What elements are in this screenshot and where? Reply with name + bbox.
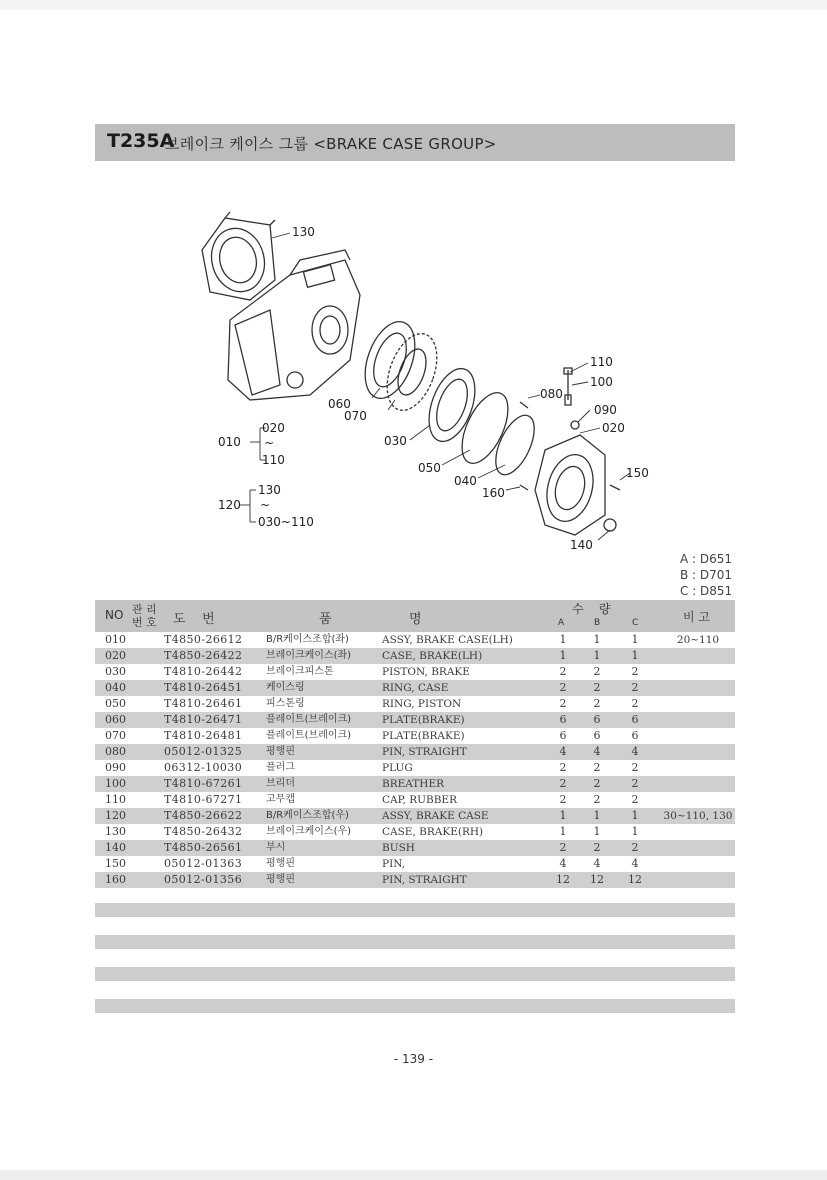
callout-080: 080 [540, 387, 563, 401]
table-row [95, 792, 735, 808]
qty-c: 2 [631, 761, 639, 774]
model-code: T235A [107, 130, 175, 152]
qty-c: 2 [631, 697, 639, 710]
group-120-mid: ~ [260, 498, 271, 512]
english-name: PIN, STRAIGHT [382, 746, 467, 758]
part-number: 06312-10030 [164, 761, 243, 774]
group-title: 브레이크 케이스 그룹 <BRAKE CASE GROUP> [165, 135, 497, 153]
qty-b: 2 [593, 665, 601, 678]
row-number: 130 [105, 825, 126, 838]
qty-a: 1 [559, 633, 567, 646]
callout-040: 040 [454, 474, 477, 488]
english-name: PLATE(BRAKE) [382, 714, 465, 726]
empty-row [95, 935, 735, 949]
part-number: T4850-26612 [164, 633, 243, 646]
korean-name: 평행핀 [266, 874, 295, 885]
qty-b: 2 [593, 841, 601, 854]
remarks: 20~110 [676, 634, 720, 646]
korean-name: 플레이트(브레이크) [266, 730, 352, 741]
qty-b: 4 [593, 745, 601, 758]
qty-c: 2 [631, 681, 639, 694]
empty-row [95, 967, 735, 981]
part-number: 05012-01363 [164, 857, 243, 870]
korean-name: 피스톤링 [266, 698, 305, 709]
parts-table [95, 600, 735, 888]
header-name: 명 [409, 612, 422, 627]
plates-drawing [356, 315, 447, 417]
part-number: 05012-01325 [164, 745, 243, 758]
part-number: T4810-26461 [164, 697, 243, 710]
table-row [95, 808, 735, 824]
row-number: 120 [105, 809, 126, 822]
english-name: ASSY, BRAKE CASE [382, 810, 489, 822]
header-part: 품 [319, 612, 332, 627]
korean-name: 브레이크피스톤 [266, 666, 334, 677]
exploded-parts-diagram [180, 200, 660, 565]
qty-a: 1 [559, 649, 567, 662]
group-010-label: 010 [218, 435, 241, 449]
group-120-top: 130 [258, 483, 281, 497]
table-body [95, 632, 735, 888]
english-name: PLATE(BRAKE) [382, 730, 465, 742]
callout-060: 060 [328, 397, 351, 411]
qty-a: 2 [559, 697, 567, 710]
header-no: NO [105, 608, 124, 622]
korean-name: 브레이크케이스(좌) [266, 650, 352, 661]
header-remarks: 비 고 [683, 610, 710, 624]
qty-c: 2 [631, 665, 639, 678]
table-row [95, 680, 735, 696]
part-number: T4810-26471 [164, 713, 243, 726]
qty-b: 2 [593, 761, 601, 774]
group-120-bottom: 030~110 [258, 515, 314, 529]
part-number: T4810-67261 [164, 777, 243, 790]
qty-b: 2 [593, 777, 601, 790]
callout-100: 100 [590, 375, 613, 389]
part-number: T4810-26451 [164, 681, 243, 694]
qty-b: 2 [593, 697, 601, 710]
qty-a: 6 [559, 713, 567, 726]
callout-070: 070 [344, 409, 367, 423]
qty-a: 4 [559, 745, 567, 758]
main-housing-drawing [228, 250, 360, 400]
part-number: T4850-26622 [164, 809, 243, 822]
group-120-label: 120 [218, 498, 241, 512]
header-qty-a: A [558, 618, 565, 628]
english-name: RING, CASE [382, 682, 449, 694]
row-number: 100 [105, 777, 126, 790]
table-row [95, 696, 735, 712]
group-010-mid: ~ [264, 436, 275, 450]
table-row [95, 840, 735, 856]
qty-c: 4 [631, 745, 639, 758]
qty-b: 2 [593, 793, 601, 806]
english-name: ASSY, BRAKE CASE(LH) [382, 634, 513, 646]
qty-b: 2 [593, 681, 601, 694]
table-row [95, 712, 735, 728]
row-number: 090 [105, 761, 126, 774]
korean-name: 평행핀 [266, 746, 295, 757]
korean-name: 플레이트(브레이크) [266, 714, 352, 725]
english-name: BUSH [382, 842, 415, 854]
callout-110: 110 [590, 355, 613, 369]
qty-c: 2 [631, 793, 639, 806]
qty-a: 2 [559, 777, 567, 790]
table-row [95, 856, 735, 872]
header-qty-b: B [594, 618, 601, 628]
header-quantity: 수 량 [572, 602, 611, 616]
callout-090: 090 [594, 403, 617, 417]
qty-c: 4 [631, 857, 639, 870]
korean-name: 브레이크케이스(우) [266, 826, 352, 837]
korean-name: 평행핀 [266, 858, 295, 869]
group-010-bottom: 110 [262, 453, 285, 467]
korean-name: B/R케이스조합(우) [266, 810, 349, 821]
model-legend [680, 551, 732, 599]
header-qty-c: C [632, 618, 639, 628]
table-row [95, 632, 735, 648]
qty-c: 1 [631, 633, 639, 646]
qty-a: 1 [559, 825, 567, 838]
part-number: T4850-26422 [164, 649, 243, 662]
qty-b: 1 [593, 809, 601, 822]
qty-c: 1 [631, 649, 639, 662]
qty-a: 2 [559, 793, 567, 806]
row-number: 020 [105, 649, 126, 662]
callout-050: 050 [418, 461, 441, 475]
english-name: PIN, [382, 858, 406, 870]
legend-a: A : D651 [680, 552, 733, 566]
row-number: 160 [105, 873, 126, 886]
qty-c: 2 [631, 777, 639, 790]
header-part-number: 도 번 [173, 612, 215, 627]
callout-150: 150 [626, 466, 649, 480]
english-name: CASE, BRAKE(LH) [382, 650, 483, 662]
qty-b: 12 [590, 873, 604, 886]
legend-c: C : D851 [680, 584, 733, 598]
english-name: PLUG [382, 762, 413, 774]
row-number: 050 [105, 697, 126, 710]
qty-a: 2 [559, 681, 567, 694]
qty-a: 2 [559, 761, 567, 774]
part-number: T4810-67271 [164, 793, 243, 806]
row-number: 060 [105, 713, 126, 726]
qty-a: 4 [559, 857, 567, 870]
row-number: 030 [105, 665, 126, 678]
remarks: 30~110, 130 [663, 810, 733, 822]
table-row [95, 648, 735, 664]
table-header [95, 600, 735, 632]
part-number: T4810-26442 [164, 665, 243, 678]
empty-row [95, 999, 735, 1013]
qty-c: 1 [631, 825, 639, 838]
table-row [95, 760, 735, 776]
table-row [95, 824, 735, 840]
qty-c: 6 [631, 713, 639, 726]
qty-a: 2 [559, 841, 567, 854]
english-name: PISTON, BRAKE [382, 666, 470, 678]
english-name: CAP, RUBBER [382, 794, 457, 806]
row-number: 140 [105, 841, 126, 854]
row-number: 150 [105, 857, 126, 870]
qty-a: 6 [559, 729, 567, 742]
qty-b: 1 [593, 649, 601, 662]
row-number: 110 [105, 793, 126, 806]
qty-b: 6 [593, 713, 601, 726]
header-mgmt-top: 관 리 [132, 603, 157, 616]
qty-c: 6 [631, 729, 639, 742]
row-number: 080 [105, 745, 126, 758]
qty-c: 2 [631, 841, 639, 854]
qty-b: 6 [593, 729, 601, 742]
legend-b: B : D701 [680, 568, 733, 582]
part-number: 05012-01356 [164, 873, 243, 886]
table-row [95, 744, 735, 760]
part-number: T4850-26432 [164, 825, 243, 838]
qty-a: 12 [556, 873, 570, 886]
part-number: T4850-26561 [164, 841, 243, 854]
callout-030: 030 [384, 434, 407, 448]
table-row [95, 728, 735, 744]
table-row [95, 776, 735, 792]
qty-b: 4 [593, 857, 601, 870]
callout-140: 140 [570, 538, 593, 552]
korean-name: B/R케이스조합(좌) [266, 634, 349, 645]
callout-130: 130 [292, 225, 315, 239]
english-name: BREATHER [382, 778, 445, 790]
callout-160: 160 [482, 486, 505, 500]
part-020-drawing [535, 435, 616, 535]
korean-name: 브리더 [266, 778, 295, 789]
qty-b: 1 [593, 825, 601, 838]
part-130-drawing [202, 212, 275, 300]
empty-row [95, 903, 735, 917]
qty-a: 1 [559, 809, 567, 822]
english-name: RING, PISTON [382, 698, 462, 710]
row-number: 070 [105, 729, 126, 742]
row-number: 040 [105, 681, 126, 694]
header-mgmt-bottom: 번 호 [132, 616, 157, 629]
qty-a: 2 [559, 665, 567, 678]
callout-020: 020 [602, 421, 625, 435]
korean-name: 케이스링 [266, 682, 305, 693]
table-row [95, 872, 735, 888]
row-number: 010 [105, 633, 126, 646]
english-name: CASE, BRAKE(RH) [382, 826, 484, 838]
piston-drawing [420, 362, 484, 447]
table-row [95, 664, 735, 680]
qty-c: 12 [628, 873, 642, 886]
qty-c: 1 [631, 809, 639, 822]
korean-name: 플러그 [266, 762, 295, 773]
qty-b: 1 [593, 633, 601, 646]
korean-name: 부시 [266, 842, 286, 853]
group-010-top: 020 [262, 421, 285, 435]
korean-name: 고무캡 [266, 794, 295, 805]
english-name: PIN, STRAIGHT [382, 874, 467, 886]
page-number: - 139 - [393, 1052, 434, 1066]
part-number: T4810-26481 [164, 729, 243, 742]
